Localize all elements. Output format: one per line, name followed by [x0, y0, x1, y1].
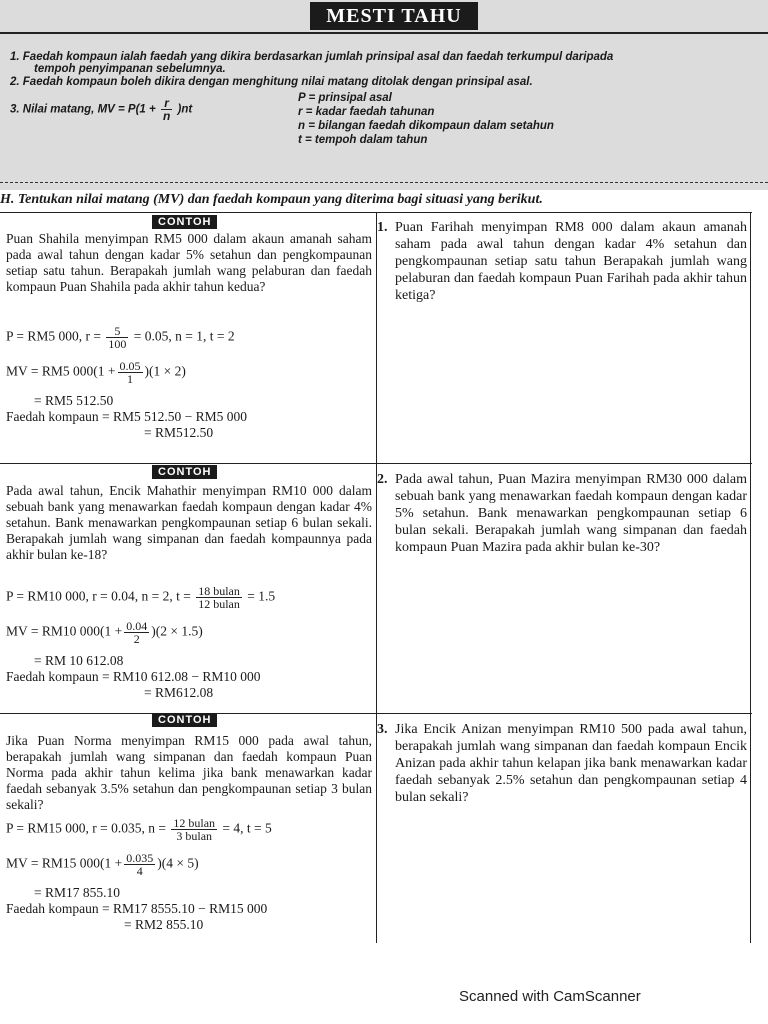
var-r: r = kadar faedah tahunan [298, 106, 435, 118]
example-2-text: Pada awal tahun, Encik Mahathir menyimpan RM10 000 dalam sebuah bank yang menawarkan faedah kompaun dengan kadar 4% setahun. Bank menawarkan pengkompaunan setiap 6 bulan sekali. Berapakah jumlah wang simpanan dan faedah kompaunnya pada akhir bulan ke-18? [6, 483, 372, 562]
question-1-number: 1. [377, 220, 388, 235]
example-2-fk-result: = RM612.08 [144, 685, 214, 700]
question-1-text: Puan Farihah menyimpan RM8 000 dalam akaun amanah saham pada awal tahun dengan kadar 4% setahun dan pengkompaunan setiap satu tahun Berapakah jumlah wang pelaburan dan faedah kompaun Puan Farihah pada akhir tahun ketiga? [395, 220, 747, 303]
fact-3: 3. Nilai matang, [10, 103, 95, 116]
example-3-mv-result: = RM17 855.10 [34, 885, 120, 900]
fact-1-cont: tempoh penyimpanan sebelumnya. [34, 63, 226, 75]
formula-lhs: MV = P(1 + [97, 103, 156, 116]
var-t: t = tempoh dalam tahun [298, 134, 428, 146]
question-2 [377, 471, 747, 556]
example-2-givens: P = RM10 000, r = 0.04, n = 2, t = $\frac{\text{18 bulan}}{\text{12 bulan}}$ = 1.5 [6, 584, 276, 611]
var-n: n = bilangan faedah dikompaun dalam setahun [298, 120, 554, 132]
var-p: P = prinsipal asal [298, 92, 392, 104]
exercise-grid [0, 212, 752, 943]
row-divider-1 [0, 463, 752, 464]
formula-exp: )nt [177, 103, 193, 116]
question-3-number: 3. [377, 722, 388, 737]
dashed-divider [0, 182, 768, 183]
example-3-fk-line: Faedah kompaun = RM17 8555.10 − RM15 000 [6, 901, 268, 916]
scanner-watermark: Scanned with CamScanner [459, 988, 641, 1005]
example-2-fk-line: Faedah kompaun = RM10 612.08 − RM10 000 [6, 669, 261, 684]
example-1-text: Puan Shahila menyimpan RM5 000 dalam akaun amanah saham pada awal tahun dengan kadar 5% setahun dan pengkompaunan setiap satu tahun. Berapakah jumlah wang pelaburan dan faedah kompaun Puan Shahila pada akhir tahun kedua? [6, 231, 372, 294]
question-1 [377, 219, 747, 304]
example-2-mv-result: = RM 10 612.08 [34, 653, 124, 668]
column-divider [376, 213, 377, 943]
example-3-working [6, 817, 372, 933]
example-3-mv: MV = RM15 000(1 + $\frac{0.035}{4}$ )(4 × 5) [6, 851, 199, 878]
formula-num: r [164, 96, 169, 110]
fact-1: 1. Faedah kompaun ialah faedah yang dikira berdasarkan jumlah prinsipal asal dan faedah terkumpul daripada [10, 51, 614, 63]
example-3-text: Jika Puan Norma menyimpan RM15 000 pada awal tahun, berapakah jumlah wang simpanan dan faedah kompaun Puan Norma pada akhir tahun kelima jika bank menawarkan kadar faedah sebanyak 3.5% setahun dan pengkompaunan setiap 3 bulan sekali? [6, 733, 372, 812]
right-border [750, 213, 751, 943]
question-3-text: Jika Encik Anizan menyimpan RM10 500 pada awal tahun, berapakah jumlah wang simpanan dan faedah kompaun Encik Anizan pada akhir tahun kelapan jika bank menawarkan kadar faedah sebanyak 2.5% setahun dan pengkompaunan setiap 4 bulan sekali? [395, 722, 747, 805]
question-2-number: 2. [377, 472, 388, 487]
row-divider-2 [0, 713, 752, 714]
fact-2: 2. Faedah kompaun boleh dikira dengan menghitung nilai matang ditolak dengan prinsipal asal. [10, 76, 533, 88]
page-title: MESTI TAHU [310, 2, 478, 30]
variable-legend [298, 91, 554, 147]
example-1-givens: P = RM5 000, r = $\frac{5}{100}$ = 0.05, n = 1, t = 2 [6, 324, 235, 351]
example-3-givens: P = RM15 000, r = 0.035, n = $\frac{\text{12 bulan}}{\text{3 bulan}}$ = 4, t = 5 [6, 816, 272, 843]
example-2-mv: MV = RM10 000(1 + $\frac{0.04}{2}$ )(2 × 1.5) [6, 619, 203, 646]
example-1-mv: MV = RM5 000(1 + $\frac{0.05}{1}$ )(1 × 2) [6, 359, 186, 386]
maturity-formula [10, 97, 192, 122]
question-2-text: Pada awal tahun, Puan Mazira menyimpan RM30 000 dalam sebuah bank yang menawarkan faedah kompaun dengan kadar 5% setahun. Bank menawarkan pengkompaunan setiap 6 bulan sekali. Berapakah jumlah wang simpanan dan faedah kompaun Puan Mazira pada akhir bulan ke-30? [395, 472, 747, 555]
example-3-fk-result: = RM2 855.10 [124, 917, 204, 932]
contoh-badge-2: CONTOH [152, 465, 217, 479]
example-3-n-fraction: $\frac{\text{12 bulan}}{\text{3 bulan}}$ [173, 816, 216, 843]
formula-fraction [161, 97, 172, 122]
contoh-badge-3: CONTOH [152, 713, 217, 727]
example-2-working [6, 585, 372, 701]
example-1-working [6, 325, 372, 441]
example-1-mv-result: = RM5 512.50 [34, 393, 114, 408]
example-1-fk-line: Faedah kompaun = RM5 512.50 − RM5 000 [6, 409, 247, 424]
contoh-badge-1: CONTOH [152, 215, 217, 229]
formula-den: n [162, 109, 171, 123]
section-heading: H. Tentukan nilai matang (MV) dan faedah kompaun yang diterima bagi situasi yang berikut. [0, 192, 543, 207]
example-1-rate-fraction: $\frac{5}{100}$ [108, 324, 127, 351]
title-divider [0, 32, 768, 34]
example-2-time-fraction: $\frac{\text{18 bulan}}{\text{12 bulan}}$ [198, 584, 240, 611]
example-1-fk-result: = RM512.50 [144, 425, 214, 440]
question-3 [377, 721, 747, 806]
